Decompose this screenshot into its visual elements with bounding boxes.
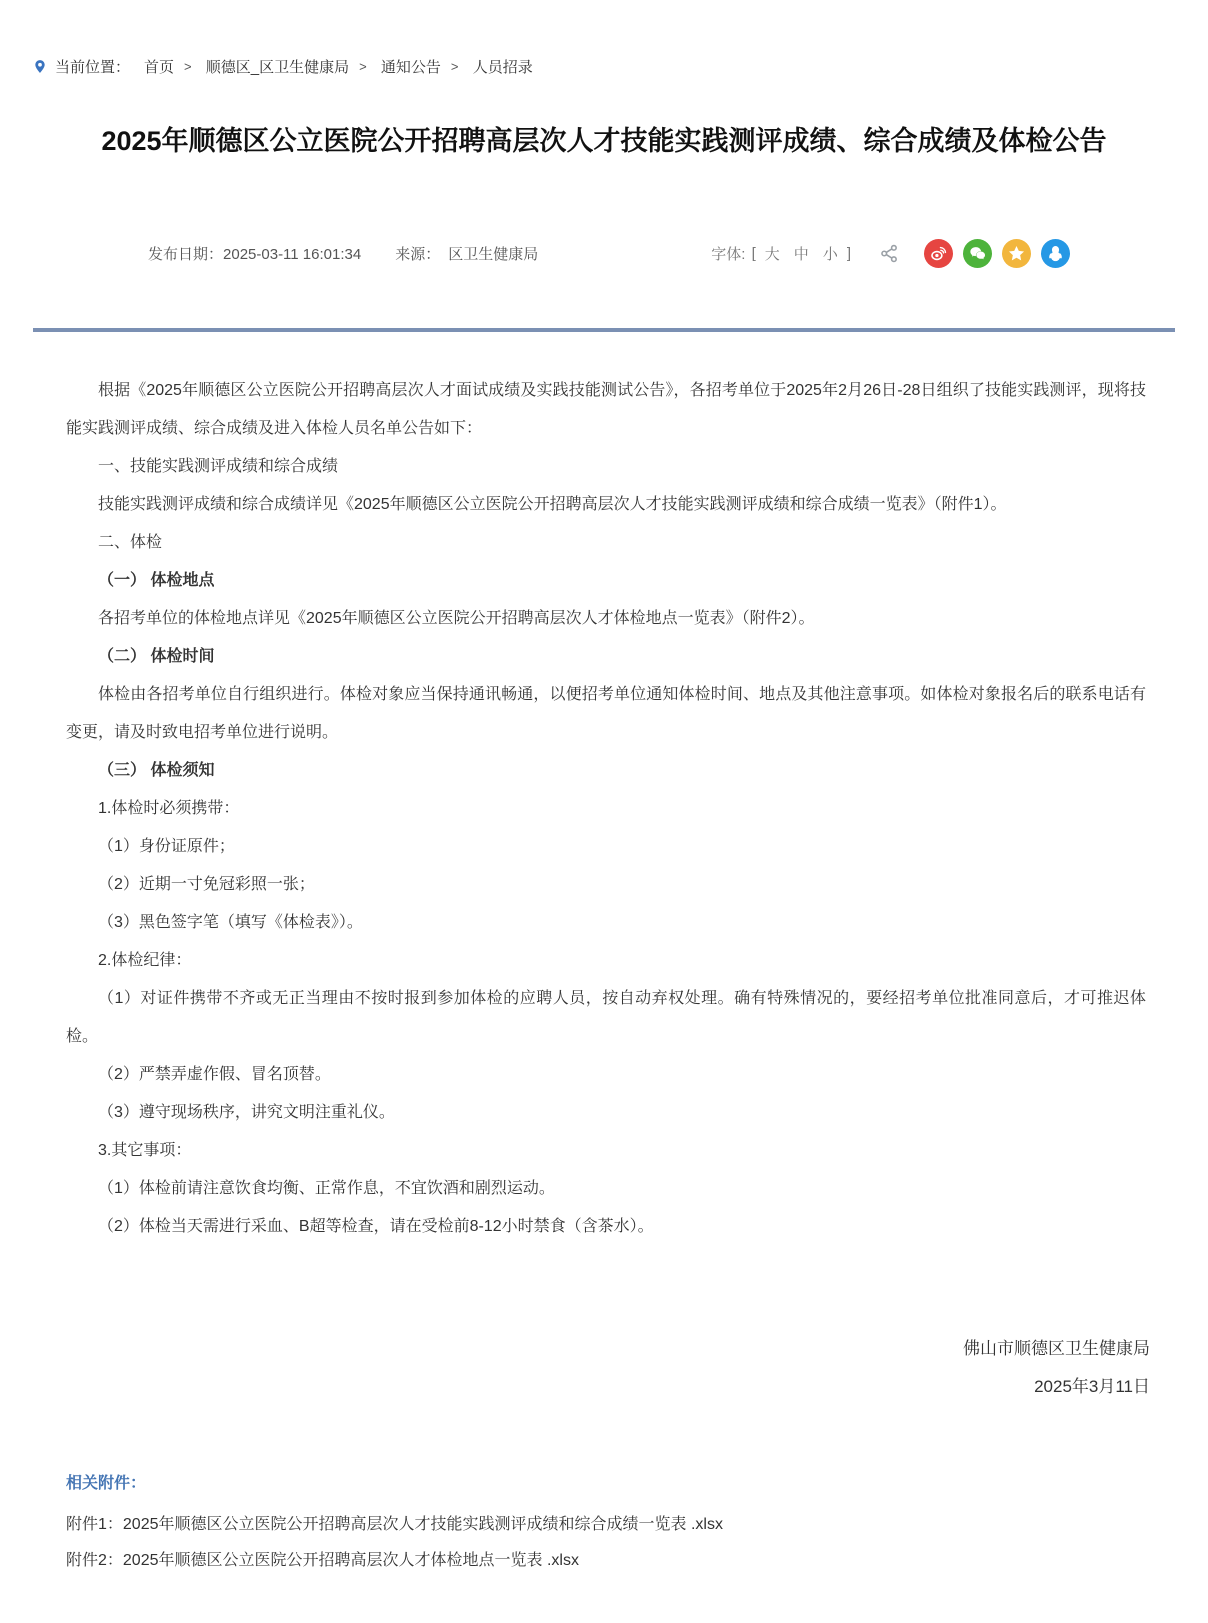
body-paragraph: 各招考单位的体检地点详见《2025年顺德区公立医院公开招聘高层次人才体检地点一览表》（附件2）。 <box>98 610 815 628</box>
body-paragraph: （3）遵守现场秩序，讲究文明注重礼仪。 <box>98 1104 395 1122</box>
body-paragraph: （二） 体检时间 <box>98 648 215 666</box>
body-paragraph: 二、体检 <box>98 534 163 552</box>
body-paragraph: （一） 体检地点 <box>98 572 215 590</box>
source-value: 区卫生健康局 <box>448 246 539 264</box>
weibo-icon[interactable] <box>924 239 953 268</box>
body-paragraph: （2）近期一寸免冠彩照一张； <box>98 876 315 894</box>
body-paragraph: （三） 体检须知 <box>98 762 215 780</box>
font-size-option[interactable]: 小 <box>822 246 838 264</box>
page-title: 2025年顺德区公立医院公开招聘高层次人才技能实践测评成绩、综合成绩及体检公告 <box>101 126 1107 156</box>
wechat-icon[interactable] <box>963 239 992 268</box>
body-paragraph: 3.其它事项： <box>98 1142 192 1160</box>
attachment-link[interactable]: 附件1：2025年顺德区公立医院公开招聘高层次人才技能实践测评成绩和综合成绩一览表 .xlsx <box>66 1516 723 1534</box>
body-paragraph: 一、技能实践测评成绩和综合成绩 <box>98 458 339 476</box>
bracket-close: ] <box>846 245 851 263</box>
breadcrumb-separator: > <box>359 59 367 74</box>
signature-block <box>0 1330 1150 1406</box>
source-label: 来源： <box>395 246 441 264</box>
publish-date-label: 发布日期： <box>148 246 224 264</box>
qq-icon[interactable] <box>1041 239 1070 268</box>
breadcrumb-link[interactable]: 通知公告 <box>380 59 441 76</box>
breadcrumb-item <box>381 56 469 77</box>
breadcrumb-link[interactable]: 首页 <box>144 59 175 76</box>
breadcrumb-item <box>473 56 553 77</box>
body-paragraph: 技能实践测评成绩和综合成绩详见《2025年顺德区公立医院公开招聘高层次人才技能实践测评成绩和综合成绩一览表》（附件1）。 <box>98 496 1007 514</box>
body-paragraph: （1）对证件携带不齐或无正当理由不按时报到参加体检的应聘人员，按自动弃权处理。确有特殊情况的，要经招考单位批准同意后，才可推迟体检。 <box>66 990 1146 1046</box>
article-body <box>66 372 1146 1246</box>
attachments-list <box>66 1507 1208 1579</box>
attachment-item <box>66 1507 1208 1543</box>
attachment-link[interactable]: 附件2：2025年顺德区公立医院公开招聘高层次人才体检地点一览表 .xlsx <box>66 1552 579 1570</box>
location-pin-icon <box>33 58 47 75</box>
body-paragraph: （1）身份证原件； <box>98 838 235 856</box>
body-paragraph: （1）体检前请注意饮食均衡、正常作息，不宜饮酒和剧烈运动。 <box>98 1180 555 1198</box>
signature-date: 2025年3月11日 <box>1034 1377 1150 1397</box>
breadcrumb-items <box>144 56 553 77</box>
body-paragraph: 1.体检时必须携带： <box>98 800 240 818</box>
signature-org: 佛山市顺德区卫生健康局 <box>963 1339 1150 1359</box>
body-paragraph: （2）体检当天需进行采血、B超等检查，请在受检前8-12小时禁食（含茶水）。 <box>98 1218 654 1236</box>
publish-date: 2025-03-11 16:01:34 <box>223 246 362 264</box>
attachment-item <box>66 1543 1208 1579</box>
font-size-option[interactable]: 中 <box>793 246 809 264</box>
breadcrumb-label: 当前位置： <box>55 59 131 76</box>
font-size-control <box>711 243 853 264</box>
breadcrumb-link[interactable]: 人员招录 <box>472 59 533 76</box>
breadcrumb <box>0 0 1208 77</box>
meta-row <box>148 239 1070 268</box>
font-size-options <box>758 243 845 264</box>
divider <box>33 328 1175 332</box>
qzone-icon[interactable] <box>1002 239 1031 268</box>
breadcrumb-separator: > <box>450 59 459 74</box>
article-meta <box>148 243 538 264</box>
breadcrumb-link[interactable]: 顺德区_区卫生健康局 <box>205 59 350 76</box>
font-size-label: 字体: <box>711 246 746 264</box>
body-paragraph: 体检由各招考单位自行组织进行。体检对象应当保持通讯畅通，以便招考单位通知体检时间、地点及其他注意事项。如体检对象报名后的联系电话有变更，请及时致电招考单位进行说明。 <box>66 686 1146 742</box>
toolbar <box>711 239 1070 268</box>
attachments-label: 相关附件： <box>66 1475 147 1493</box>
body-paragraph: （2）严禁弄虚作假、冒名顶替。 <box>98 1066 331 1084</box>
attachments-section <box>66 1470 1208 1623</box>
body-paragraph: 根据《2025年顺德区公立医院公开招聘高层次人才面试成绩及实践技能测试公告》，各招考单位于2025年2月26日-28日组织了技能实践测评，现将技能实践测评成绩、综合成绩及进入体检人员名单公告如下： <box>66 382 1146 438</box>
breadcrumb-separator: > <box>184 59 192 74</box>
bracket-open: [ <box>751 245 756 263</box>
breadcrumb-item <box>144 56 202 77</box>
share-nodes-icon[interactable] <box>879 243 900 264</box>
breadcrumb-item <box>206 56 377 77</box>
font-size-option[interactable]: 大 <box>764 246 780 264</box>
body-paragraph: 2.体检纪律： <box>98 952 192 970</box>
body-paragraph: （3）黑色签字笔（填写《体检表》）。 <box>98 914 363 932</box>
